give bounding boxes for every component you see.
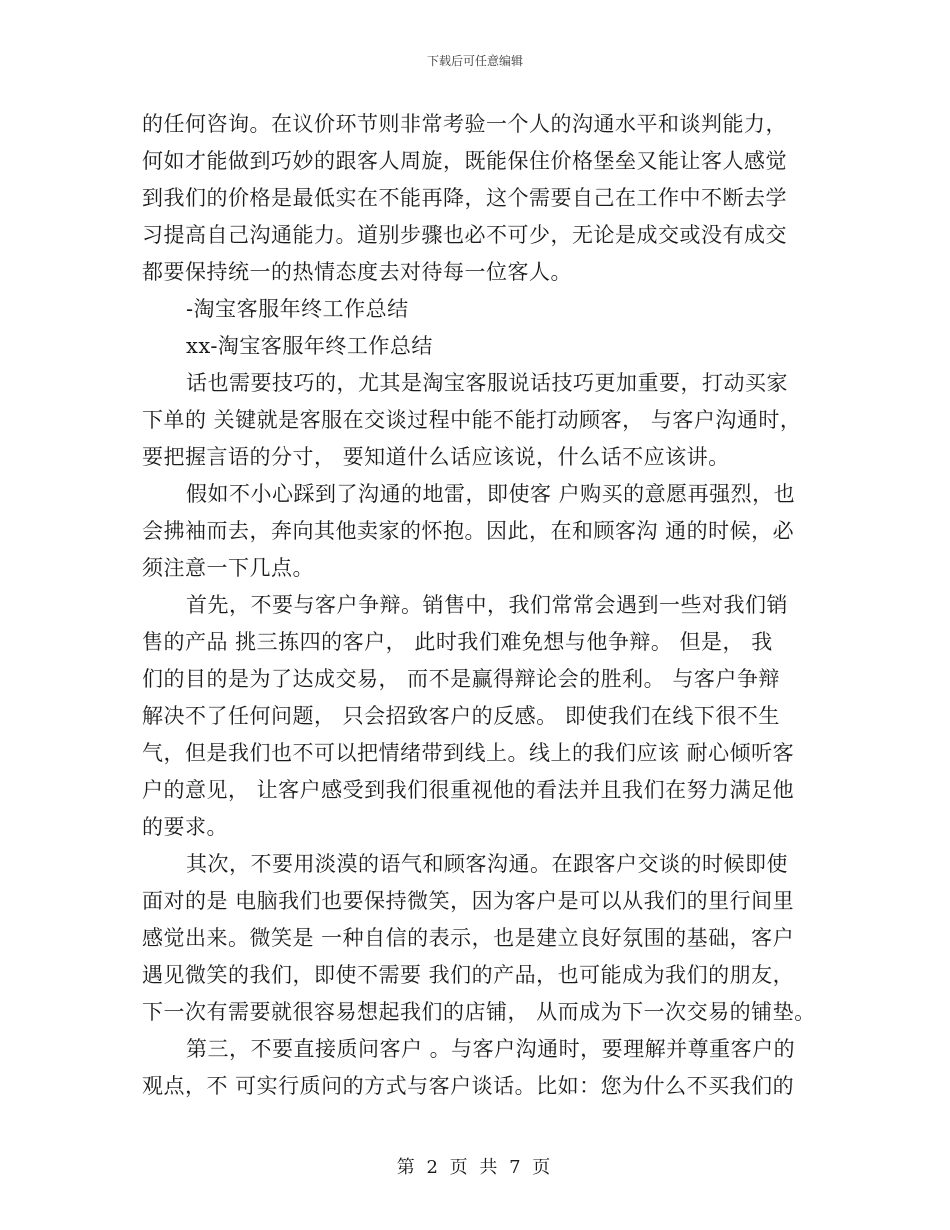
text-line: -淘宝客服年终工作总结 (186, 297, 409, 321)
header-text: 下载后可任意编辑 (426, 54, 523, 68)
text-line: 第三，不要直接质问客户 。与客户沟通时，要理解并尊重客户的 (186, 1037, 796, 1061)
page-number: 第 2 页 共 7 页 (396, 1157, 554, 1178)
text-line: 下一次有需要就很容易想起我们的店铺， 从而成为下一次交易的铺垫。 (142, 1000, 816, 1024)
text-line: 售的产品 挑三拣四的客户， 此时我们难免想与他争辩。 但是， 我 (142, 630, 773, 654)
text-line: 户的意见， 让客户感受到我们很重视他的看法并且我们在努力满足他 (142, 778, 795, 802)
text-line: 会拂袖而去，奔向其他卖家的怀抱。因此，在和顾客沟 通的时候，必 (142, 519, 795, 543)
text-line: 首先，不要与客户争辩。销售中，我们常常会遇到一些对我们销 (186, 593, 788, 617)
text-line: 习提高自己沟通能力。道别步骤也必不可少，无论是成交或没有成交 (142, 223, 787, 247)
page-header (0, 52, 950, 69)
text-line: xx-淘宝客服年终工作总结 (186, 334, 433, 358)
text-line: 何如才能做到巧妙的跟客人周旋，既能保住价格堡垒又能让客人感觉 (142, 149, 787, 173)
page-footer (0, 1153, 950, 1179)
text-line: 话也需要技巧的，尤其是淘宝客服说话技巧更加重要，打动买家 (186, 371, 788, 395)
text-line: 须注意一下几点。 (142, 556, 314, 580)
text-line: 都要保持统一的热情态度去对待每一位客人。 (142, 260, 572, 284)
document-body (142, 106, 832, 1105)
text-line: 的要求。 (142, 815, 228, 839)
text-line: 假如不小心踩到了沟通的地雷，即使客 户购买的意愿再强烈，也 (186, 482, 796, 506)
text-line: 面对的是 电脑我们也要保持微笑，因为客户是可以从我们的里行间里 (142, 889, 795, 913)
text-line: 下单的 关键就是客服在交谈过程中能不能打动顾客， 与客户沟通时， (142, 408, 802, 432)
text-line: 观点，不 可实行质问的方式与客户谈话。比如：您为什么不买我们的 (142, 1074, 795, 1098)
text-line: 遇见微笑的我们，即使不需要 我们的产品，也可能成为我们的朋友， (142, 963, 795, 987)
text-line: 到我们的价格是最低实在不能再降，这个需要自己在工作中不断去学 (142, 186, 787, 210)
text-line: 们的目的是为了达成交易， 而不是赢得辩论会的胜利。 与客户争辩 (142, 667, 780, 691)
text-line: 气，但是我们也不可以把情绪带到线上。线上的我们应该 耐心倾听客 (142, 741, 795, 765)
text-line: 的任何咨询。在议价环节则非常考验一个人的沟通水平和谈判能力， (142, 112, 787, 136)
text-line: 感觉出来。微笑是 一种自信的表示，也是建立良好氛围的基础，客户 (142, 926, 795, 950)
text-line: 其次，不要用淡漠的语气和顾客沟通。在跟客户交谈的时候即使 (186, 852, 788, 876)
text-line: 解决不了任何问题， 只会招致客户的反感。 即使我们在线下很不生 (142, 704, 780, 728)
text-line: 要把握言语的分寸， 要知道什么话应该说，什么话不应该讲。 (142, 445, 730, 469)
